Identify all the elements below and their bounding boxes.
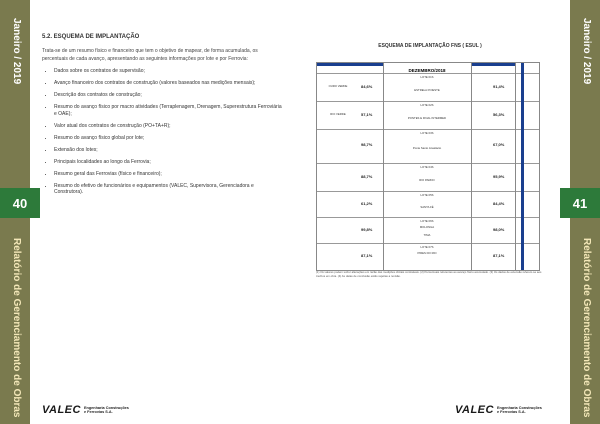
right-percent: 84,4% xyxy=(493,201,505,206)
left-percent: 99,8% xyxy=(361,227,373,232)
lot-label: LOTE 04S xyxy=(420,165,434,169)
progress-rail xyxy=(521,63,524,270)
left-percent: 88,7% xyxy=(361,174,373,179)
lot-label: LOTE 06S xyxy=(420,219,434,223)
lot-subplace: ESTRELA D'OESTE xyxy=(414,88,440,92)
list-item: • Avanço financeiro dos contratos de construção (valores baseados nas medições mensais); xyxy=(54,80,284,87)
header-bar-right xyxy=(471,63,515,66)
list-item: • Extensão dos lotes; xyxy=(54,147,284,154)
table-row xyxy=(317,73,539,102)
table-row xyxy=(317,191,539,218)
left-report-title: Relatório de Gerenciamento de Obras xyxy=(11,238,22,418)
right-percent: 95,9% xyxy=(493,174,505,179)
list-item: • Principais localidades ao longo da Ferrovia; xyxy=(54,159,284,166)
list-item: • Resumo do avanço físico global por lote; xyxy=(54,135,284,142)
list-item: • Resumo geral das Ferrovias (físico e financeiro); xyxy=(54,171,284,178)
right-percent: 98,0% xyxy=(493,227,505,232)
list-item: • Valor atual dos contratos de construção (PO+TA+R); xyxy=(54,123,284,130)
lot-place: OURO VERDE xyxy=(328,84,348,88)
right-report-title: Relatório de Gerenciamento de Obras xyxy=(581,238,592,418)
logo-sub2: e Ferrovias S.A. xyxy=(83,410,113,414)
column-divider xyxy=(515,63,516,270)
section-heading: 5.2. ESQUEMA DE IMPLANTAÇÃO xyxy=(42,34,140,40)
lot-label: LOTE 05S xyxy=(420,193,434,197)
list-item: • Dados sobre os contratos de supervisão; xyxy=(54,68,284,75)
implantation-table xyxy=(316,62,540,271)
right-percent: 56,3% xyxy=(493,112,505,117)
lot-subplace: SANTA FÉ xyxy=(420,205,434,209)
left-percent: 84,6% xyxy=(361,84,373,89)
table-row xyxy=(317,217,539,244)
left-percent: 87,1% xyxy=(361,253,373,258)
right-percent: 91,4% xyxy=(493,84,505,89)
logo-sub2: e Ferrovias S.A. xyxy=(496,410,526,414)
list-item: • Descrição dos contratos de construção; xyxy=(54,92,284,99)
list-item: • Resumo do avanço físico por macro atividades (Terraplenagem, Drenagem, Superestrutura Ferroviária e OAE); xyxy=(54,104,284,117)
table-row xyxy=(317,129,539,164)
table-notes: (1) Os valores podem sofrer alterações em razão das medições oficiais contratuais. (2) Percentuais referentes ao avanço físico acumulado. (3) Os dados de extensão referem-se aos trechos em obra. (4) As datas de conclusão estão sujeitas a revisão. xyxy=(316,270,542,278)
column-divider xyxy=(383,63,384,270)
table-title: ESQUEMA DE IMPLANTAÇÃO FNS ( ESUL ) xyxy=(378,43,482,49)
right-percent: 67,0% xyxy=(493,142,505,147)
logo-subtitle xyxy=(84,406,129,415)
lot-label: LOTE 01S xyxy=(420,75,434,79)
logo-mark: VALEC xyxy=(42,404,81,416)
column-divider xyxy=(471,63,472,270)
table-month: DEZEMBRO/2018 xyxy=(408,68,446,73)
lot-subplace: PONTES E FINAL INTERMED xyxy=(407,116,447,120)
lot-subplace: RIO PARDO xyxy=(419,178,435,182)
lot-subplace: TIMA xyxy=(423,233,431,237)
lot-place: MOLONGA xyxy=(419,225,435,229)
valec-logo-right xyxy=(455,404,542,416)
lot-label: LOTE 07S xyxy=(420,245,434,249)
lot-place: PIRES DO RIO xyxy=(417,251,437,255)
list-item: • Resumo do efetivo de funcionários e equipamentos (VALEC, Supervisora, Gerenciadora e Construtora). xyxy=(54,183,284,196)
logo-sub1: Engenharia Construções xyxy=(496,405,542,410)
right-date: Janeiro / 2019 xyxy=(581,18,592,85)
table-row xyxy=(317,163,539,192)
page-number-right: 41 xyxy=(560,188,600,218)
right-percent: 87,1% xyxy=(493,253,505,258)
logo-subtitle xyxy=(497,406,542,415)
logo-sub1: Engenharia Construções xyxy=(83,405,129,410)
table-row xyxy=(317,101,539,130)
left-date: Janeiro / 2019 xyxy=(11,18,22,85)
lot-label: LOTE 02S xyxy=(420,103,434,107)
lot-place: RIO VERDE xyxy=(330,112,346,116)
left-percent: 98,7% xyxy=(361,142,373,147)
bullet-list xyxy=(44,68,284,201)
table-row xyxy=(317,243,539,271)
left-percent: 57,1% xyxy=(361,112,373,117)
lot-label: LOTE 03S xyxy=(420,131,434,135)
left-percent: 61,2% xyxy=(361,201,373,206)
valec-logo-left xyxy=(42,404,129,416)
header-bar-left xyxy=(317,63,383,66)
logo-mark: VALEC xyxy=(455,404,494,416)
page-number-left: 40 xyxy=(0,188,40,218)
section-intro: Trata-se de um resumo físico e financeiro que tem o objetivo de mapear, de forma acumulada, os percentuais de cada avanço, apresentando as seguintes informações por lote e por Ferrovia: xyxy=(42,48,258,62)
lot-subplace: Ponte Santo Anastácio xyxy=(412,146,442,150)
